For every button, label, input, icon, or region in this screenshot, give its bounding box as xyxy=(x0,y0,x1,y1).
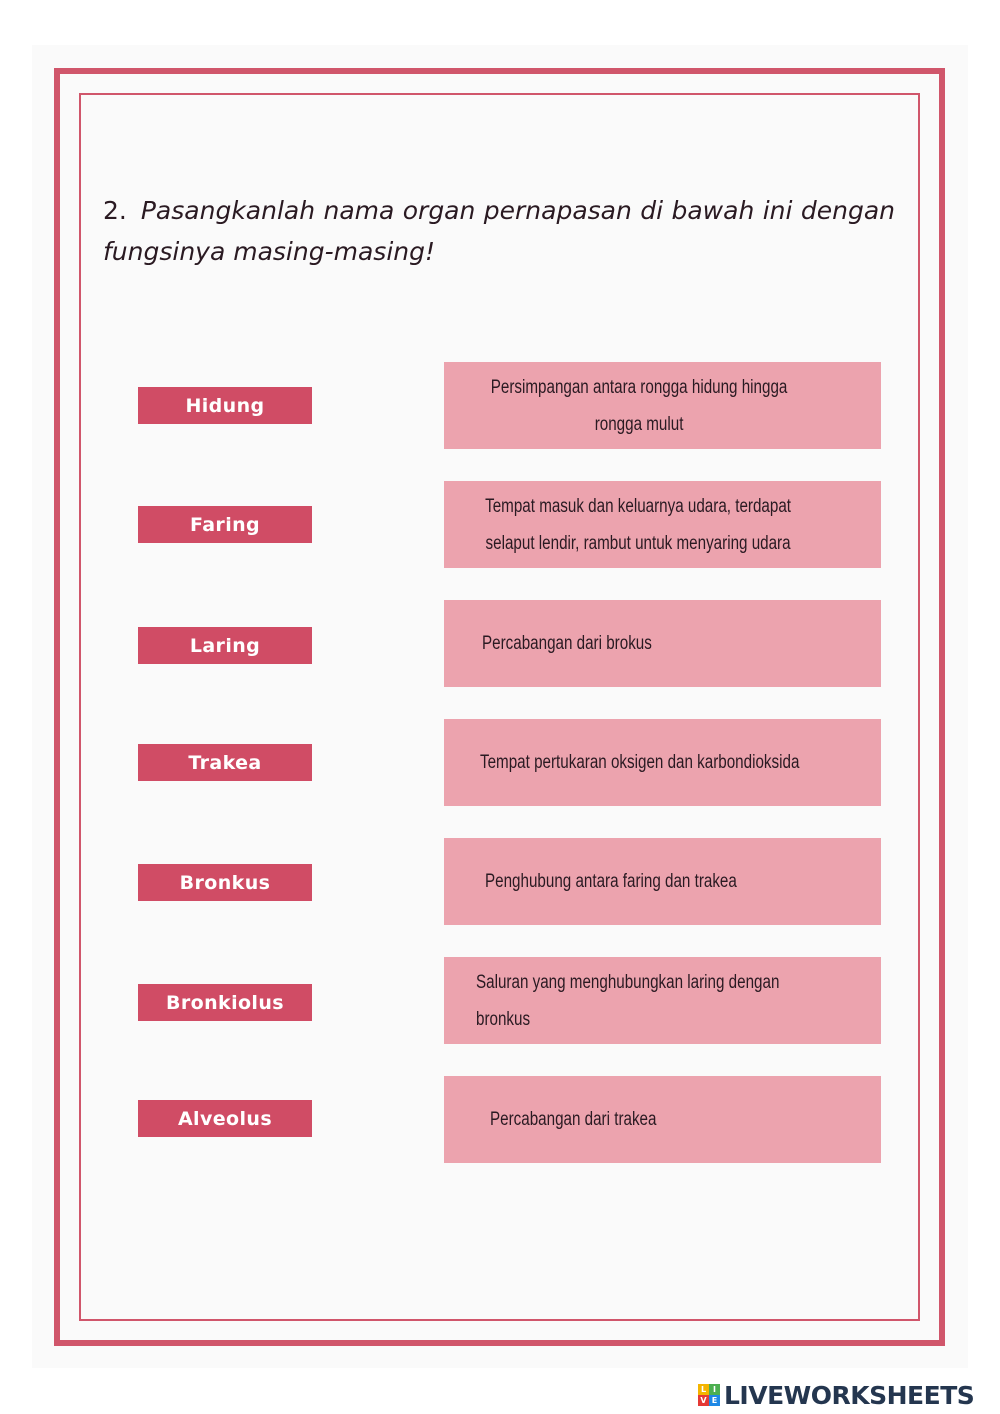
live-icon xyxy=(698,1384,720,1406)
organ-label-trakea[interactable]: Trakea xyxy=(138,744,312,781)
function-box-2[interactable] xyxy=(444,481,881,568)
brand-text: LIVEWORKSHEETS xyxy=(724,1380,975,1410)
function-box-6[interactable] xyxy=(444,957,881,1044)
liveworksheets-logo[interactable] xyxy=(698,1380,974,1410)
function-text-3: Percabangan dari brokus xyxy=(482,633,652,654)
function-text-4: Tempat pertukaran oksigen dan karbondioksida xyxy=(480,752,800,773)
function-text-6: Saluran yang menghubungkan laring dengan bronkus xyxy=(476,971,780,1030)
question-number: 2. xyxy=(103,196,127,225)
function-text-1: Persimpangan antara rongga hidung hingga rongga mulut xyxy=(490,376,788,435)
question-body: Pasangkanlah nama organ pernapasan di bawah ini dengan fungsinya masing-masing! xyxy=(103,196,895,266)
question-text xyxy=(103,190,895,272)
function-box-1[interactable] xyxy=(444,362,881,449)
organ-label-bronkiolus[interactable]: Bronkiolus xyxy=(138,984,312,1021)
function-box-3[interactable] xyxy=(444,600,881,687)
organ-label-laring[interactable]: Laring xyxy=(138,627,312,664)
function-box-5[interactable] xyxy=(444,838,881,925)
live-icon-e: E xyxy=(709,1395,720,1406)
function-box-4[interactable] xyxy=(444,719,881,806)
organ-label-faring[interactable]: Faring xyxy=(138,506,312,543)
function-box-7[interactable] xyxy=(444,1076,881,1163)
live-icon-i: I xyxy=(709,1384,720,1395)
live-icon-l: L xyxy=(698,1384,709,1395)
function-text-5: Penghubung antara faring dan trakea xyxy=(485,871,737,892)
organ-label-hidung[interactable]: Hidung xyxy=(138,387,312,424)
organ-label-alveolus[interactable]: Alveolus xyxy=(138,1100,312,1137)
live-icon-v: V xyxy=(698,1395,709,1406)
function-text-7: Percabangan dari trakea xyxy=(490,1109,657,1130)
function-text-2: Tempat masuk dan keluarnya udara, terdapat selaput lendir, rambut untuk menyaring udara xyxy=(485,495,791,554)
organ-label-bronkus[interactable]: Bronkus xyxy=(138,864,312,901)
